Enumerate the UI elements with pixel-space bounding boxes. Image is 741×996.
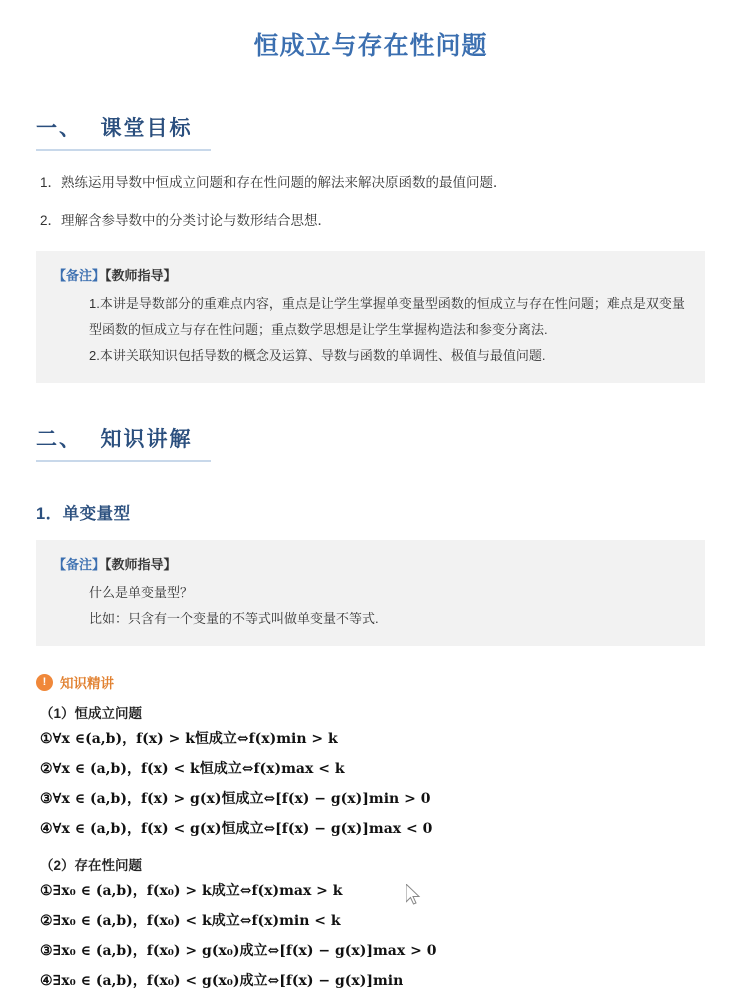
note-header <box>53 263 689 289</box>
section-title: 知识讲解 <box>100 428 193 451</box>
section-number: 二、 <box>36 428 82 451</box>
section-divider <box>36 460 211 462</box>
section-title: 课堂目标 <box>100 117 193 140</box>
subsection-title: 1．单变量型 <box>36 505 131 523</box>
section-number: 一、 <box>36 117 82 140</box>
page-title: 恒成立与存在性问题 <box>253 32 488 60</box>
note-body <box>53 291 689 369</box>
teacher-note-goals <box>36 251 705 383</box>
group-label-existence: （2）存在性问题 <box>40 858 143 873</box>
formula-2-1: ①∃x₀ ∈ (a,b)，f(x₀) > k成立⇔f(x)max > k <box>40 883 343 899</box>
note-role: 【教师指导】 <box>105 557 177 572</box>
document-page <box>0 18 741 996</box>
formula-2-3: ③∃x₀ ∈ (a,b)，f(x₀) > g(x₀)成立⇔[f(x) − g(x)]max > 0 <box>40 943 437 959</box>
section-heading-goals <box>36 112 705 159</box>
formula-1-3: ③∀x ∈ (a,b)，f(x) > g(x)恒成立⇔[f(x) − g(x)]min > 0 <box>40 791 431 807</box>
teacher-note-subsection <box>36 540 705 646</box>
knowledge-block-header <box>36 672 705 692</box>
note-body <box>53 580 689 632</box>
note-header <box>53 552 689 578</box>
formula-2-2: ②∃x₀ ∈ (a,b)，f(x₀) < k成立⇔f(x)min < k <box>40 913 341 929</box>
note-line-1: 什么是单变量型？ <box>89 585 194 600</box>
goal-paragraph-2: 2．理解含参导数中的分类讨论与数形结合思想． <box>40 213 332 228</box>
formula-1-4: ④∀x ∈ (a,b)，f(x) < g(x)恒成立⇔[f(x) − g(x)]max < 0 <box>40 821 433 837</box>
note-line-2: 比如：只含有一个变量的不等式叫做单变量不等式. <box>89 611 379 626</box>
group-label-always-holds: （1）恒成立问题 <box>40 706 143 721</box>
goal-paragraph-1: 1．熟练运用导数中恒成立问题和存在性问题的解法来解决原函数的最值问题． <box>40 175 507 190</box>
bulb-icon: ! <box>36 674 53 691</box>
section-divider <box>36 149 211 151</box>
knowledge-block-title: 知识精讲 <box>60 676 114 691</box>
note-role: 【教师指导】 <box>105 268 177 283</box>
note-line-2: 2.本讲关联知识包括导数的概念及运算、导数与函数的单调性、极值与最值问题. <box>89 348 546 363</box>
section-heading-knowledge <box>36 423 705 470</box>
formula-1-1: ①∀x ∈(a,b)，f(x) > k恒成立⇔f(x)min > k <box>40 731 338 747</box>
note-tag: 【备注】 <box>53 557 106 572</box>
note-line-1: 1.本讲是导数部分的重难点内容，重点是让学生掌握单变量型函数的恒成立与存在性问题；难点是双变量型函数的恒成立与存在性问题；重点数学思想是让学生掌握构造法和参变分离法. <box>89 296 685 337</box>
formula-2-4: ④∃x₀ ∈ (a,b)，f(x₀) < g(x₀)成立⇔[f(x) − g(x)]min <box>40 973 404 989</box>
formula-1-2: ②∀x ∈ (a,b)，f(x) < k恒成立⇔f(x)max < k <box>40 761 345 777</box>
note-tag: 【备注】 <box>53 268 106 283</box>
